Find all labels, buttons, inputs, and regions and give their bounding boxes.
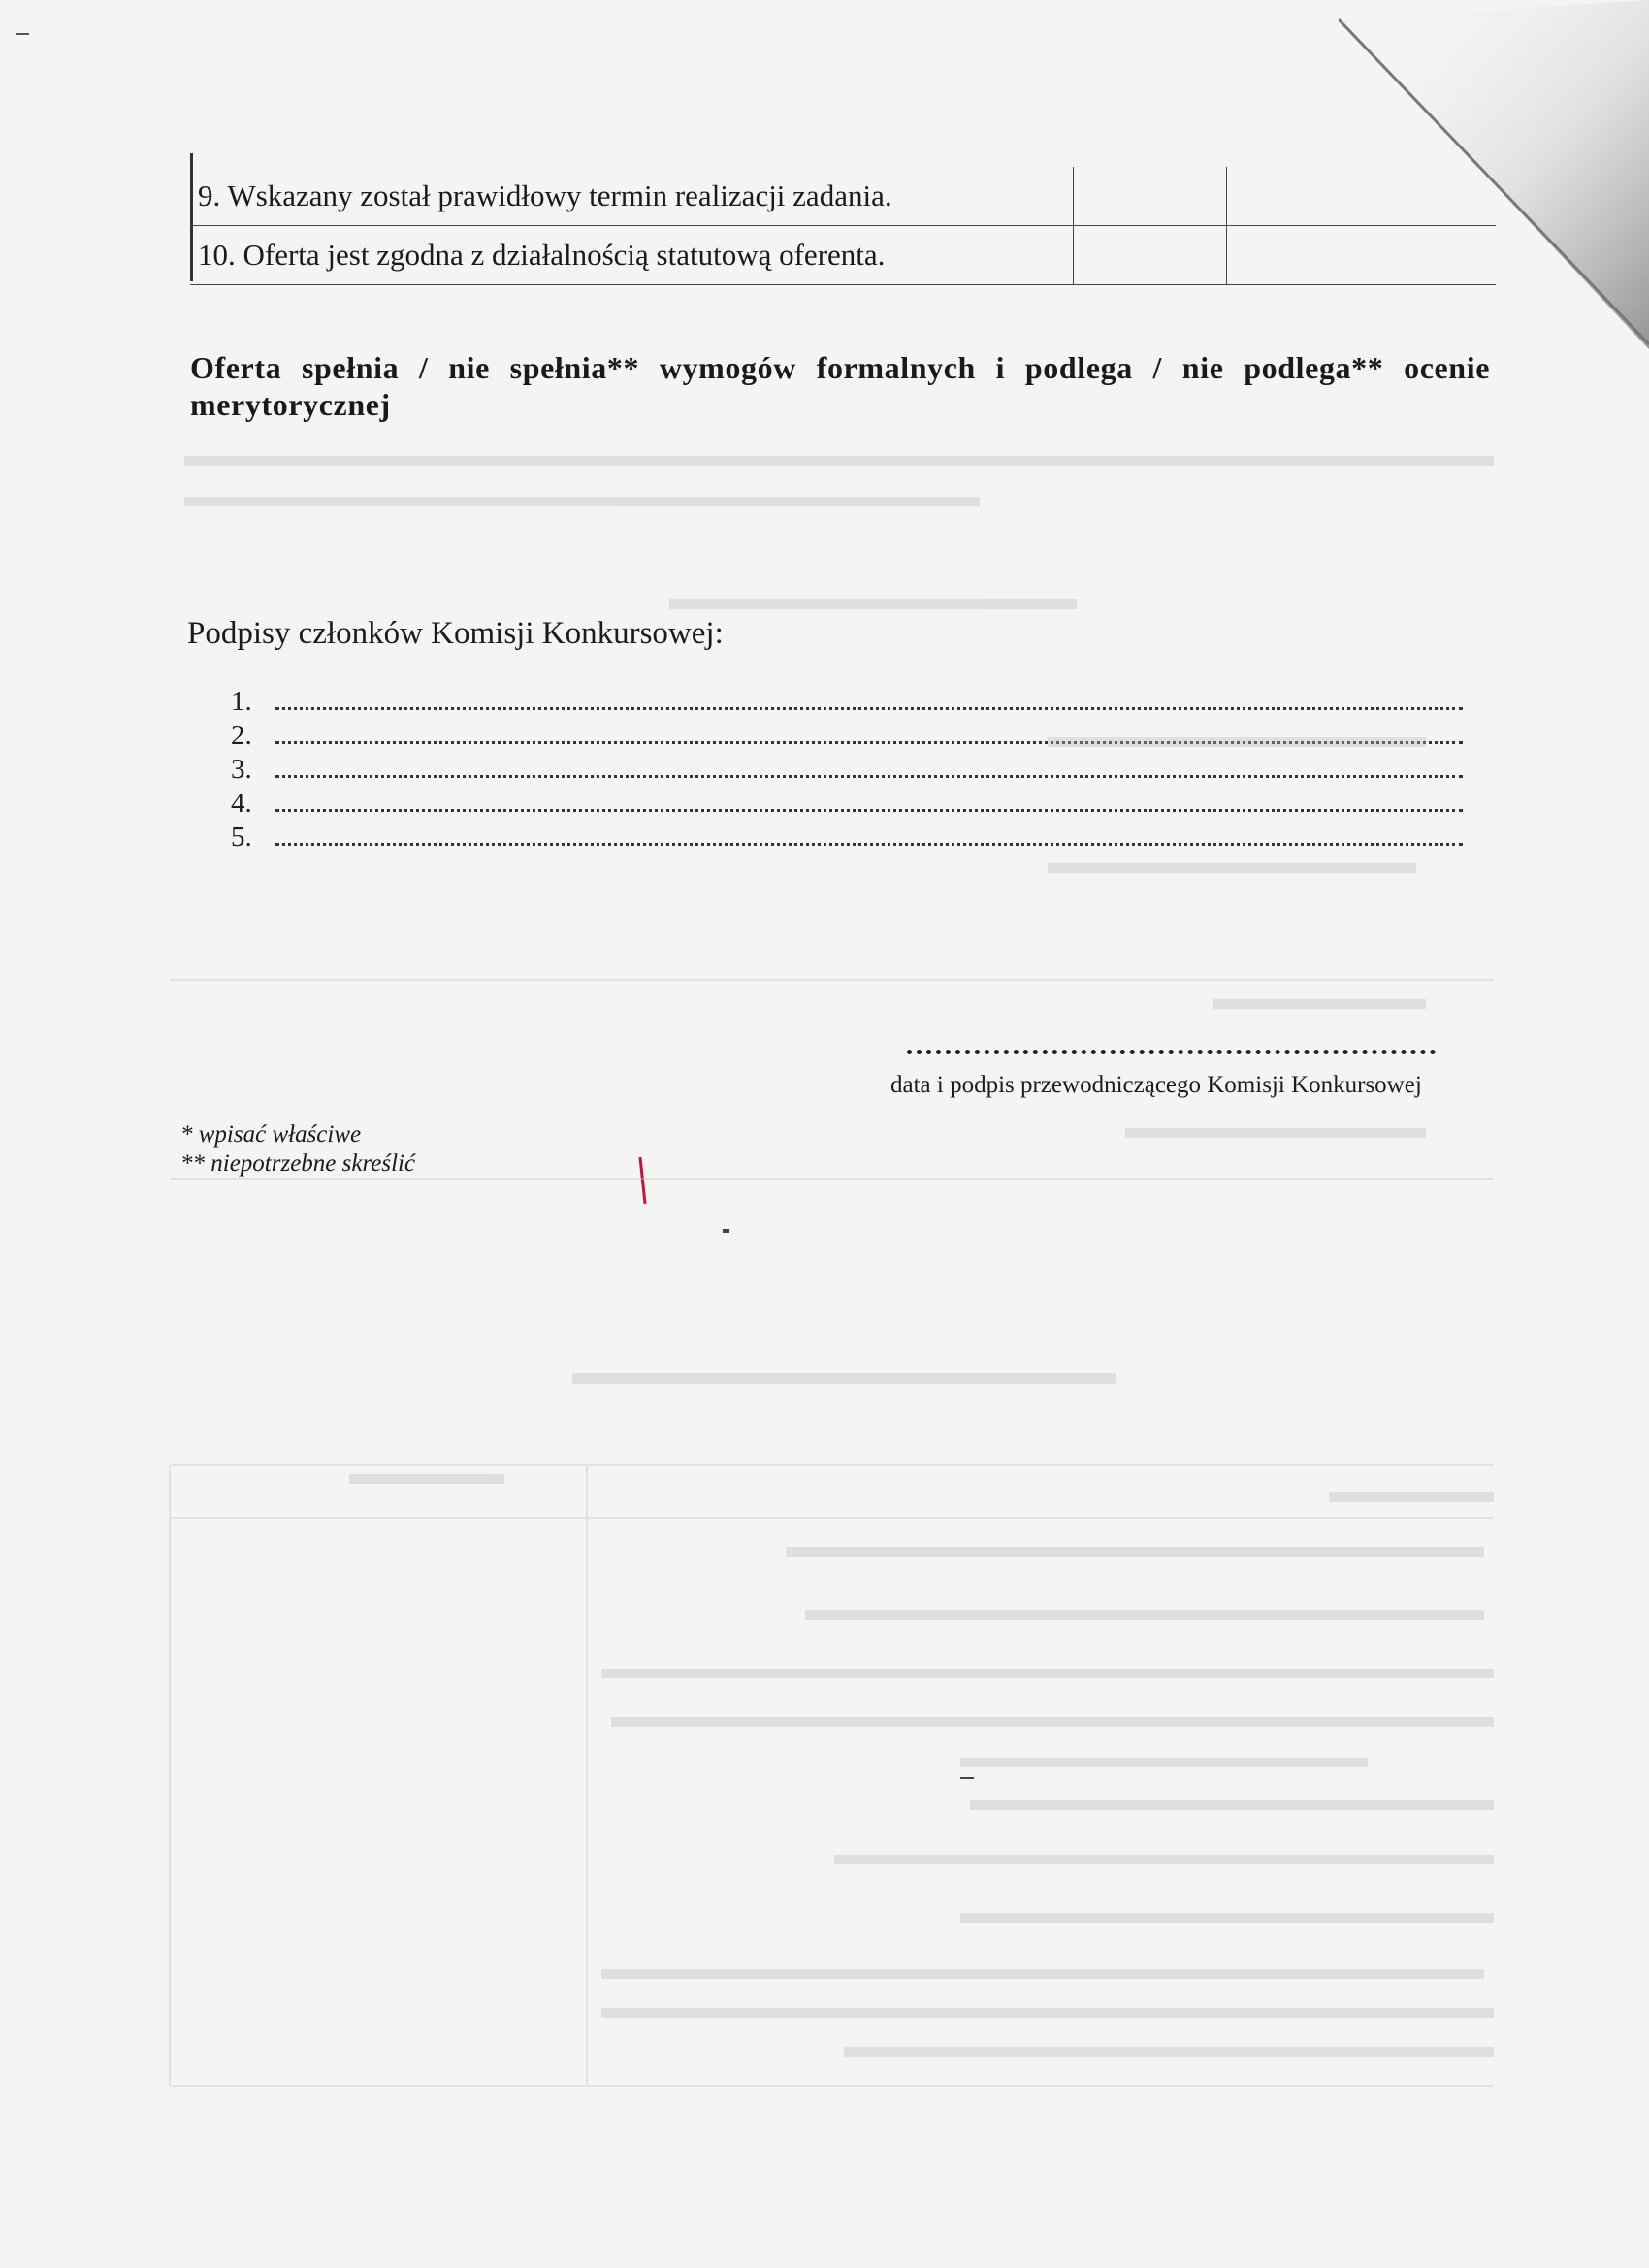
notes-cell [1226, 226, 1496, 285]
signature-line [231, 754, 1463, 788]
signature-line [231, 822, 1463, 856]
criterion-cell: 10. Oferta jest zgodna z działalnością statutową oferenta. [190, 226, 1074, 285]
ink-speck [723, 1229, 729, 1233]
table-row [190, 167, 1496, 226]
notes-cell [1226, 167, 1496, 226]
signature-line [231, 788, 1463, 822]
formal-requirements-statement: Oferta spełnia / nie spełnia** wymogów formalnych i podlega / nie podlega** ocenie merytorycznej [190, 350, 1490, 422]
status-cell [1074, 167, 1226, 226]
table-row [190, 226, 1496, 285]
ink-speck [960, 1777, 974, 1779]
criterion-cell: 9. Wskazany został prawidłowy termin realizacji zadania. [190, 167, 1074, 226]
criteria-table [190, 167, 1496, 285]
signature-dotted-line [275, 775, 1463, 778]
signature-number: 3. [231, 754, 252, 785]
footnotes [180, 1120, 415, 1179]
signature-dotted-line [275, 741, 1463, 744]
signature-dotted-line [275, 809, 1463, 812]
signature-dotted-line [275, 843, 1463, 846]
status-cell [1074, 226, 1226, 285]
scan-corner-mark [16, 33, 29, 35]
footnote: * wpisać właściwe [180, 1121, 362, 1148]
signature-number: 5. [231, 822, 252, 853]
signature-line [231, 686, 1463, 720]
signature-number: 4. [231, 788, 252, 819]
signatures-heading: Podpisy członków Komisji Konkursowej: [187, 616, 724, 651]
signature-line [231, 720, 1463, 754]
signature-list [231, 686, 1463, 856]
signature-dotted-line [275, 707, 1463, 710]
chair-signature-dotted-line [907, 1050, 1436, 1054]
footnote: ** niepotrzebne skreślić [180, 1150, 416, 1177]
signature-number: 1. [231, 686, 252, 717]
signature-number: 2. [231, 720, 252, 751]
chair-signature-label: data i podpis przewodniczącego Komisji Konkursowej [890, 1072, 1422, 1098]
red-pen-mark [638, 1157, 646, 1204]
